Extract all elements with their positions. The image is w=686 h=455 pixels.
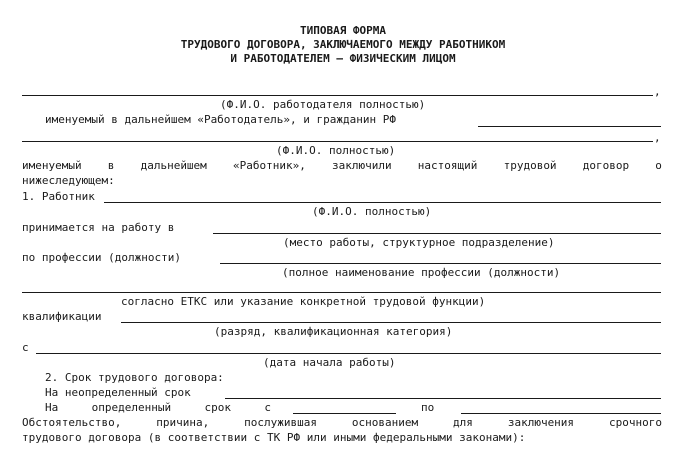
profession-field-continuation[interactable] [22,292,661,293]
etks-caption: согласно ЕТКС или указание конкретной трудовой функции) [121,295,486,308]
start-from-label: с [22,341,29,354]
qualification-caption: (разряд, квалификационная категория) [214,325,453,338]
word: именуемый [22,159,82,172]
word: основанием [351,416,419,429]
word: причина, [156,416,210,429]
indefinite-term-field[interactable] [225,398,661,399]
worker-name-caption: (Ф.И.О. полностью) [312,205,432,218]
profession-caption: (полное наименование профессии (должности) [282,266,561,279]
form-title-line-3: И РАБОТОДАТЕЛЕМ – ФИЗИЧЕСКИМ ЛИЦОМ [230,52,456,65]
worker-label: 1. Работник [22,190,95,203]
word: дальнейшем [140,159,207,172]
word: с [264,401,271,414]
citizen-name-field-a[interactable] [478,126,661,127]
definite-term-label [45,401,271,414]
circumstance-line-1 [22,416,662,429]
workplace-field[interactable] [213,233,661,234]
indefinite-term-label: На неопределенный срок [45,386,191,399]
employer-name-caption: (Ф.И.О. работодателя полностью) [220,98,426,111]
form-title-line-1: ТИПОВАЯ ФОРМА [299,24,387,37]
employer-name-field[interactable] [22,95,653,96]
term-end-field[interactable] [461,413,661,414]
employee-named-continuation: нижеследующем: [22,174,115,187]
word: настоящий [417,159,478,172]
start-date-field[interactable] [36,353,661,354]
workplace-caption: (место работы, структурное подразделение) [283,236,555,249]
word: срочного [608,416,662,429]
employee-name-caption: (Ф.И.О. полностью) [276,144,396,157]
profession-label: по профессии (должности) [22,251,181,264]
worker-name-field[interactable] [104,202,661,203]
word: Обстоятельство, [22,416,122,429]
word: срок [204,401,231,414]
word: заключения [507,416,575,429]
term-end-label: по [421,401,435,414]
word: для [453,416,473,429]
word: послужившая [244,416,317,429]
word: «Работник», [232,159,306,172]
word: определенный [91,401,172,414]
term-heading: 2. Срок трудового договора: [45,371,224,384]
employer-trailing-comma: , [654,85,661,98]
word: в [107,159,115,172]
word: трудовой [503,159,557,172]
term-start-field[interactable] [293,413,396,414]
profession-field[interactable] [220,263,661,264]
qualification-field[interactable] [121,322,661,323]
employee-trailing-comma: , [654,131,661,144]
hired-label: принимается на работу в [22,221,175,234]
employer-named-text: именуемый в дальнейшем «Работодатель», и гражданин РФ [45,113,396,126]
word: договор [582,159,630,172]
word: заключили [332,159,392,172]
qualification-label: квалификации [22,310,102,323]
word: На [45,401,59,414]
word: о [655,159,662,172]
employee-named-text [22,159,662,172]
start-date-caption: (дата начала работы) [263,356,396,369]
circumstance-line-2: трудового договора (в соответствии с ТК РФ или иными федеральными законами): [22,431,526,444]
form-title-line-2: ТРУДОВОГО ДОГОВОРА, ЗАКЛЮЧАЕМОГО МЕЖДУ РАБОТНИКОМ [180,38,506,51]
citizen-name-field-b[interactable] [22,141,653,142]
